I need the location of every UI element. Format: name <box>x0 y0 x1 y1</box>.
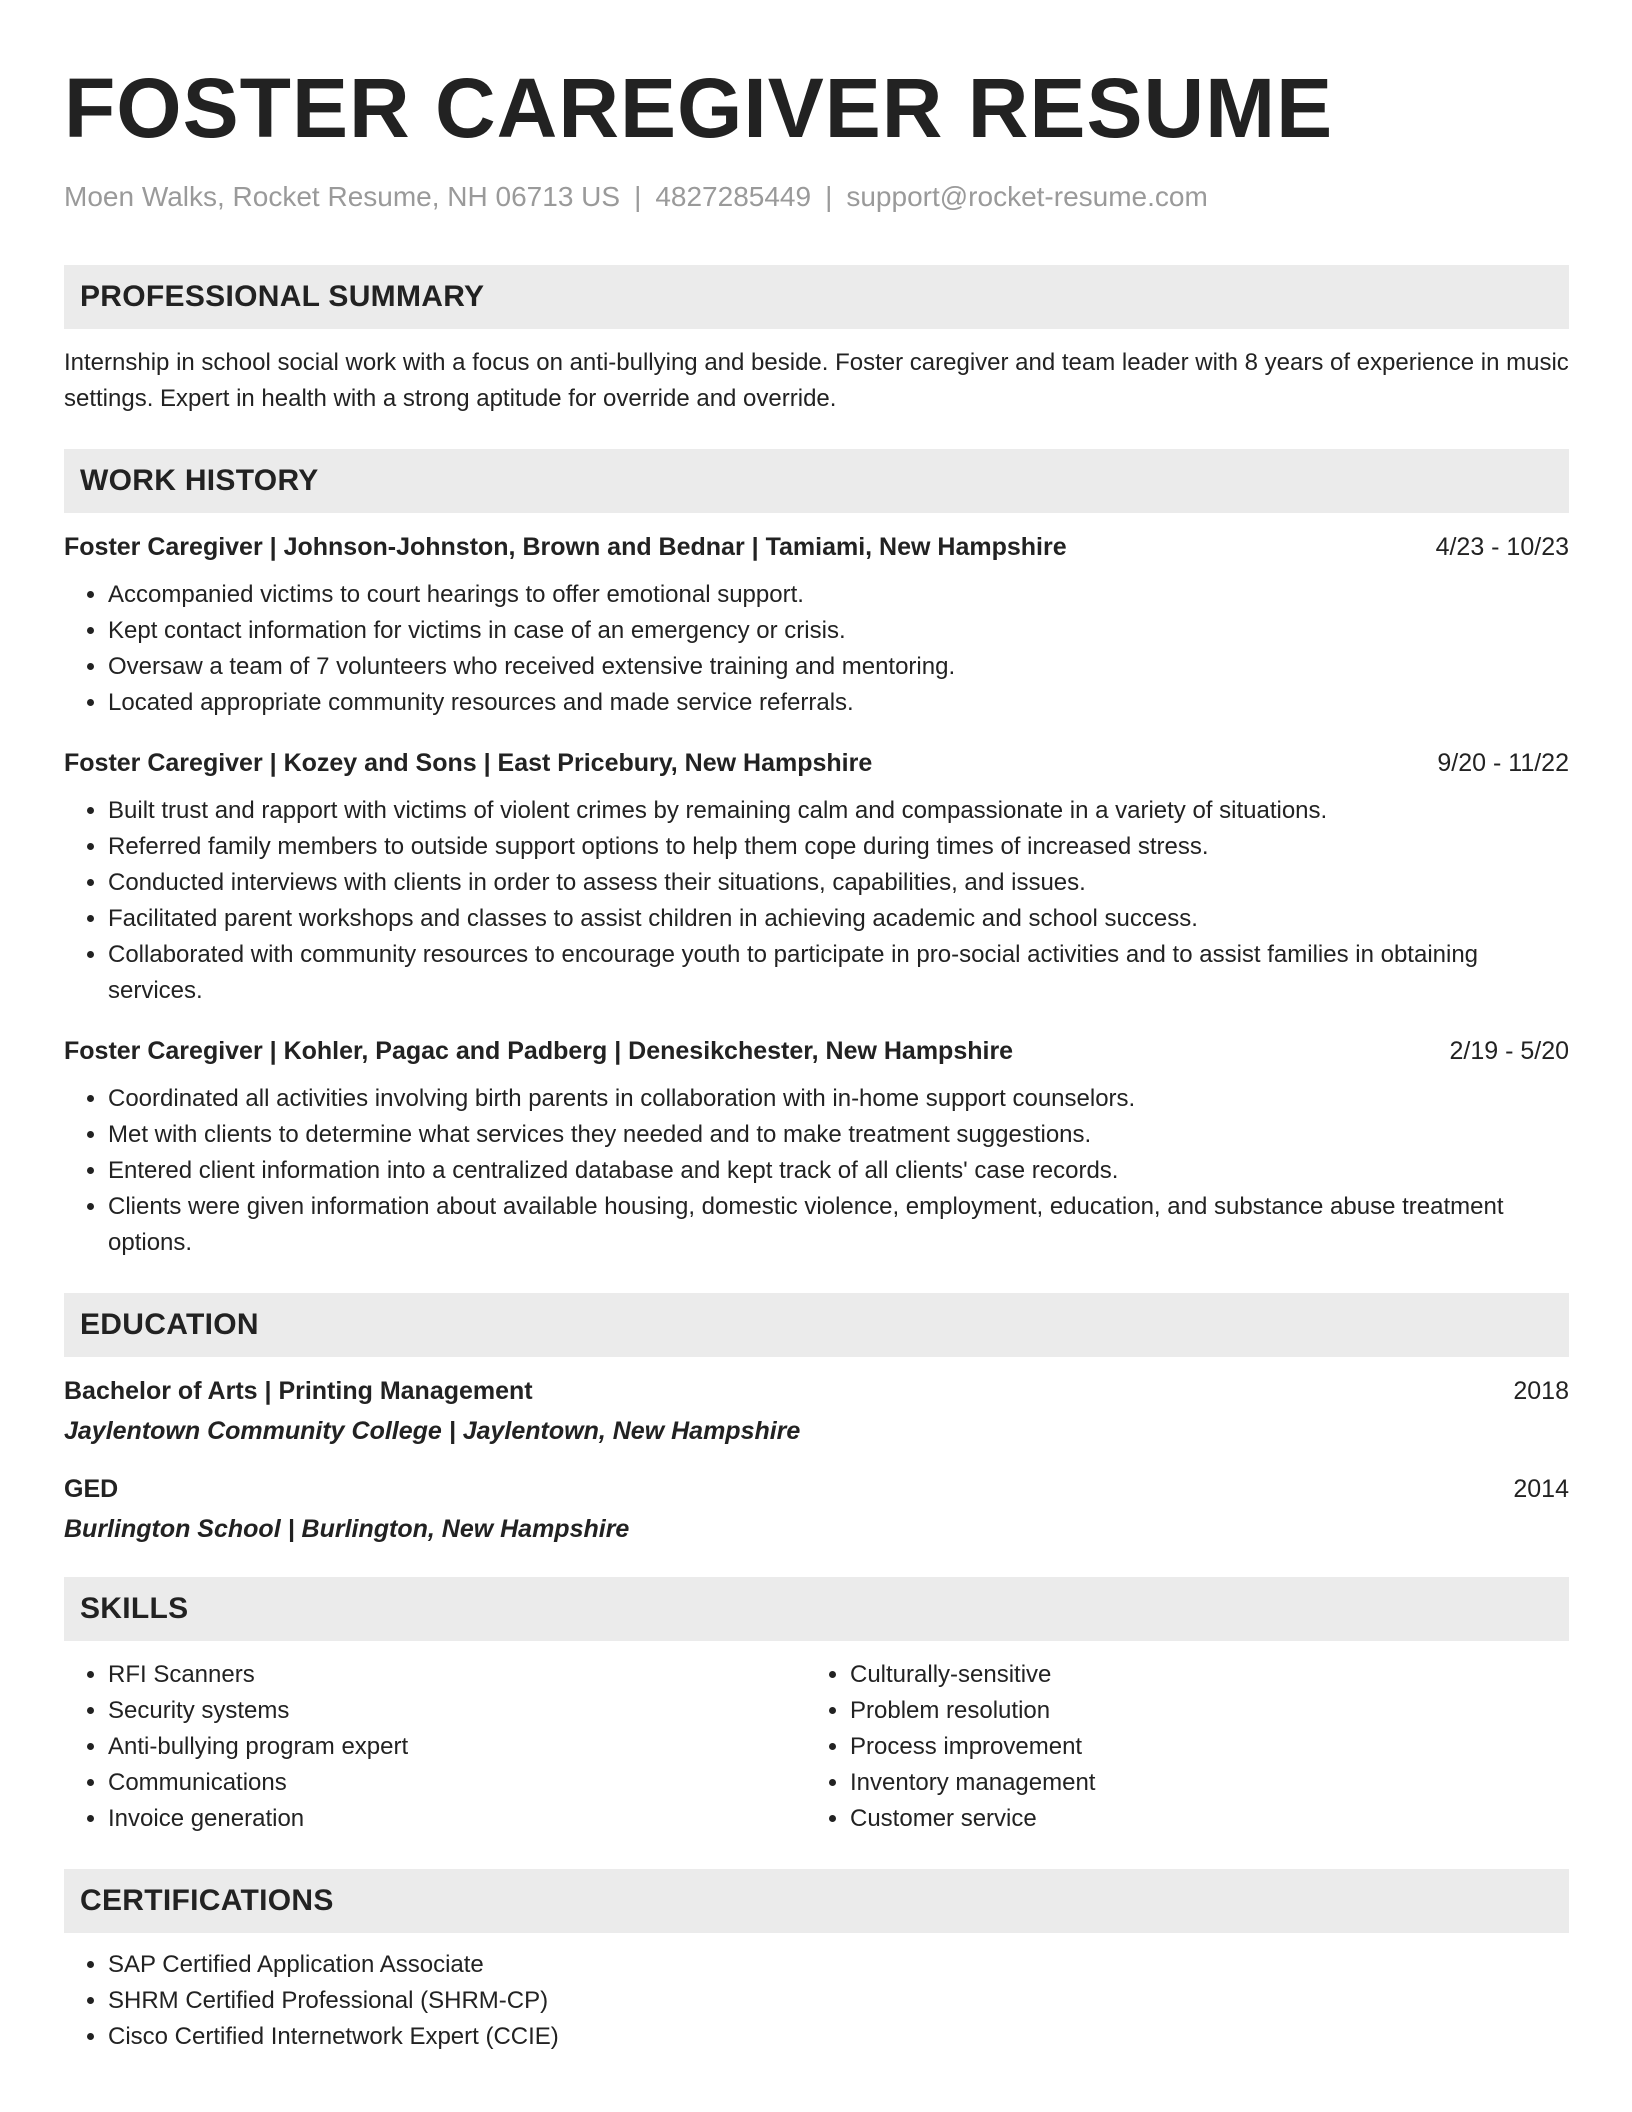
education-heading-line <box>64 1375 1569 1407</box>
job-heading-line <box>64 531 1569 563</box>
skills-list-left <box>64 1657 806 1837</box>
summary-text: Internship in school social work with a focus on anti-bullying and beside. Foster caregiver and team leader with 8 years of experience in music settings. Expert in health with a strong aptitude for override and override. <box>64 348 1569 412</box>
job-entry <box>64 531 1569 721</box>
section-header-work-history: WORK HISTORY <box>64 449 1569 513</box>
skill-item: • Customer service <box>850 1801 1569 1837</box>
section-header-certifications: CERTIFICATIONS <box>64 1869 1569 1933</box>
job-title: Foster Caregiver | Kohler, Pagac and Padberg | Denesikchester, New Hampshire <box>64 1036 1014 1065</box>
job-bullet: • Clients were given information about available housing, domestic violence, employment, education, and substance abuse treatment options. <box>108 1189 1569 1261</box>
skill-item: • Inventory management <box>850 1765 1569 1801</box>
section-header-education: EDUCATION <box>64 1293 1569 1357</box>
job-bullet: • Accompanied victims to court hearings to offer emotional support. <box>108 577 1569 613</box>
section-header-skills: SKILLS <box>64 1577 1569 1641</box>
skill-item: • Security systems <box>108 1693 806 1729</box>
job-bullet-list <box>64 577 1569 721</box>
job-entry <box>64 747 1569 1009</box>
job-bullet: • Entered client information into a centralized database and kept track of all clients' case records. <box>108 1153 1569 1189</box>
job-title: Foster Caregiver | Kozey and Sons | East Pricebury, New Hampshire <box>64 748 873 777</box>
job-dates: 9/20 - 11/22 <box>1437 748 1569 777</box>
skill-item: • Anti-bullying program expert <box>108 1729 806 1765</box>
section-header-professional-summary: PROFESSIONAL SUMMARY <box>64 265 1569 329</box>
job-entry <box>64 1035 1569 1261</box>
skill-item: • RFI Scanners <box>108 1657 806 1693</box>
education-degree: Bachelor of Arts | Printing Management <box>64 1376 533 1405</box>
skill-item: • Communications <box>108 1765 806 1801</box>
skills-columns <box>64 1657 1569 1837</box>
education-school: Jaylentown Community College | Jaylentown, New Hampshire <box>64 1416 801 1445</box>
job-dates: 4/23 - 10/23 <box>1435 532 1569 561</box>
skill-item: • Invoice generation <box>108 1801 806 1837</box>
job-bullet: • Kept contact information for victims in case of an emergency or crisis. <box>108 613 1569 649</box>
skill-item: • Process improvement <box>850 1729 1569 1765</box>
education-school: Burlington School | Burlington, New Hampshire <box>64 1514 630 1543</box>
job-dates: 2/19 - 5/20 <box>1449 1036 1569 1065</box>
job-bullet-list <box>64 1081 1569 1261</box>
job-bullet: • Coordinated all activities involving birth parents in collaboration with in-home support counselors. <box>108 1081 1569 1117</box>
page-title: FOSTER CAREGIVER RESUME <box>64 61 1334 155</box>
job-bullet: • Referred family members to outside support options to help them cope during times of increased stress. <box>108 829 1569 865</box>
contact-email: support@rocket-resume.com <box>846 181 1208 212</box>
job-heading-line <box>64 1035 1569 1067</box>
job-bullet: • Oversaw a team of 7 volunteers who received extensive training and mentoring. <box>108 649 1569 685</box>
contact-phone: 4827285449 <box>655 181 812 212</box>
education-heading-line <box>64 1473 1569 1505</box>
education-year: 2018 <box>1513 1376 1569 1405</box>
education-entry <box>64 1375 1569 1447</box>
job-bullet: • Met with clients to determine what services they needed and to make treatment suggestions. <box>108 1117 1569 1153</box>
contact-address: Moen Walks, Rocket Resume, NH 06713 US <box>64 181 621 212</box>
job-bullet: • Facilitated parent workshops and classes to assist children in achieving academic and school success. <box>108 901 1569 937</box>
contact-separator: | <box>634 181 642 212</box>
certification-item: • SHRM Certified Professional (SHRM-CP) <box>108 1983 1569 2019</box>
job-bullet: • Conducted interviews with clients in order to assess their situations, capabilities, and issues. <box>108 865 1569 901</box>
job-heading-line <box>64 747 1569 779</box>
contact-separator: | <box>825 181 833 212</box>
job-bullet: • Built trust and rapport with victims of violent crimes by remaining calm and compassionate in a variety of situations. <box>108 793 1569 829</box>
certification-item: • SAP Certified Application Associate <box>108 1947 1569 1983</box>
education-year: 2014 <box>1513 1474 1569 1503</box>
job-bullet: • Located appropriate community resources and made service referrals. <box>108 685 1569 721</box>
education-degree: GED <box>64 1474 119 1503</box>
skill-item: • Problem resolution <box>850 1693 1569 1729</box>
education-entry <box>64 1473 1569 1545</box>
skills-list-right <box>806 1657 1569 1837</box>
skill-item: • Culturally-sensitive <box>850 1657 1569 1693</box>
certification-item: • Cisco Certified Internetwork Expert (CCIE) <box>108 2019 1569 2055</box>
certifications-list <box>64 1947 1569 2055</box>
contact-line <box>64 180 1569 214</box>
job-title: Foster Caregiver | Johnson-Johnston, Brown and Bednar | Tamiami, New Hampshire <box>64 532 1067 561</box>
job-bullet: • Collaborated with community resources to encourage youth to participate in pro-social activities and to assist families in obtaining services. <box>108 937 1569 1009</box>
job-bullet-list <box>64 793 1569 1009</box>
